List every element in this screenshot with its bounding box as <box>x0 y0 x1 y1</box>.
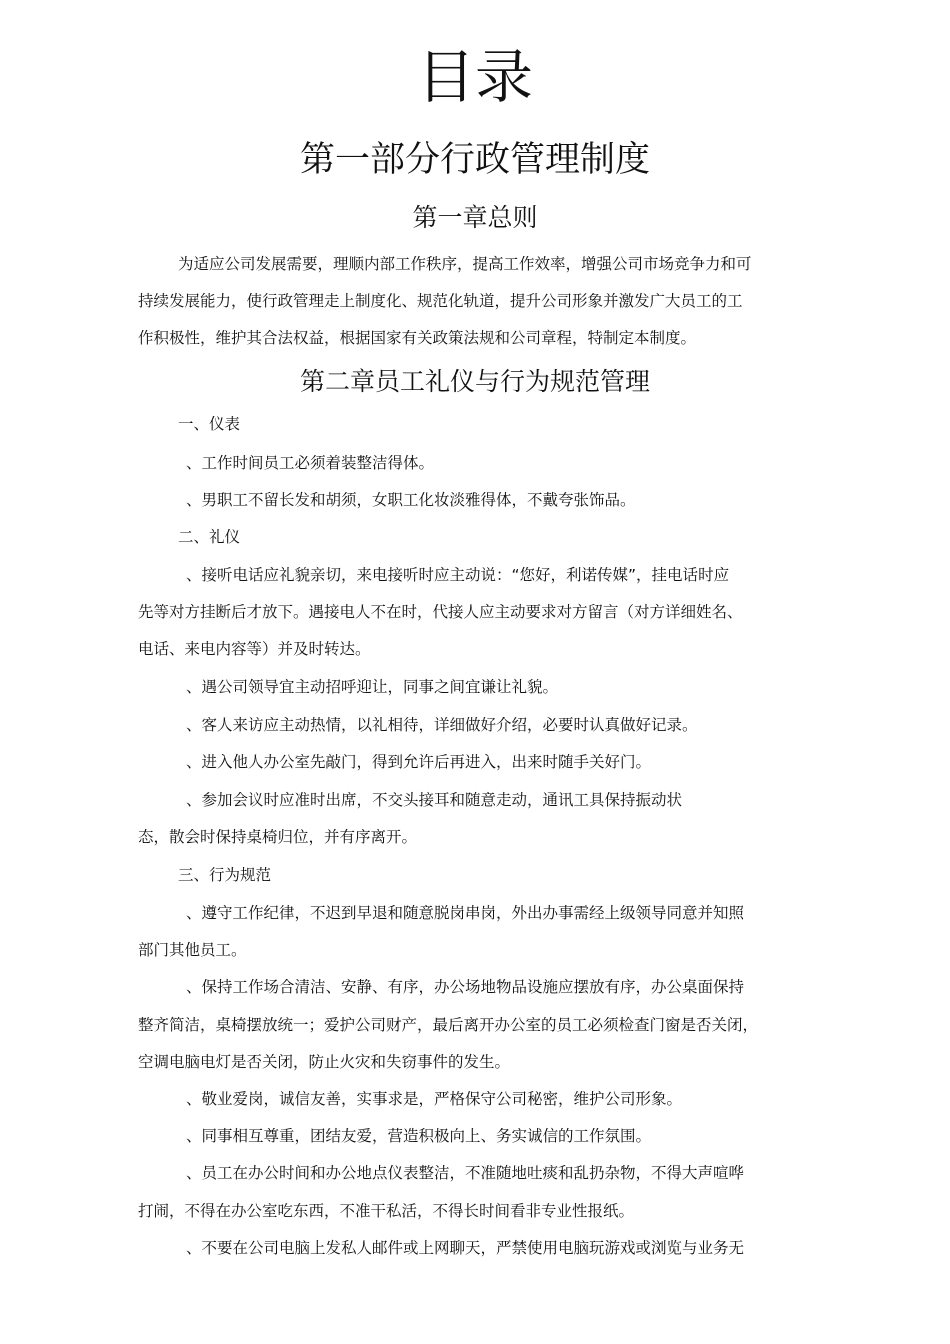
section2-item5-line: 态，散会时保持桌椅归位，并有序离开。 <box>138 828 418 846</box>
section3-item2-line: 整齐简洁，桌椅摆放统一；爱护公司财产，最后离开办公室的员工必须检查门窗是否关闭， <box>138 1016 759 1034</box>
document-title: 目录 <box>416 43 533 111</box>
section1-heading: 一、仪表 <box>178 415 241 433</box>
section2-item4: 、进入他人办公室先敲门，得到允许后再进入，出来时随手关好门。 <box>186 753 652 771</box>
section2-item1-line: 电话、来电内容等）并及时转达。 <box>138 640 371 658</box>
chapter2-title: 第二章员工礼仪与行为规范管理 <box>299 367 650 396</box>
section1-item: 、工作时间员工必须着装整洁得体。 <box>186 454 435 472</box>
section2-item1-line: 、接听电话应礼貌亲切，来电接听时应主动说：“您好，利诺传媒”，挂电话时应 <box>186 566 730 584</box>
section3-item6: 、不要在公司电脑上发私人邮件或上网聊天，严禁使用电脑玩游戏或浏览与业务无 <box>186 1239 745 1257</box>
section3-item5-line: 、员工在办公时间和办公地点仪表整洁，不准随地吐痰和乱扔杂物，不得大声喧哗 <box>186 1164 745 1182</box>
section3-item2-line: 空调电脑电灯是否关闭，防止火灾和失窃事件的发生。 <box>138 1053 511 1071</box>
section3-item3: 、敬业爱岗，诚信友善，实事求是，严格保守公司秘密，维护公司形象。 <box>186 1090 683 1108</box>
section3-item2-line: 、保持工作场合清洁、安静、有序，办公场地物品设施应摆放有序，办公桌面保持 <box>186 978 745 996</box>
section3-item1-line: 、遵守工作纪律，不迟到早退和随意脱岗串岗，外出办事需经上级领导同意并知照 <box>186 904 745 922</box>
chapter1-paragraph-line: 作积极性，维护其合法权益，根据国家有关政策法规和公司章程，特制定本制度。 <box>138 329 697 347</box>
section2-item3: 、客人来访应主动热情，以礼相待，详细做好介绍，必要时认真做好记录。 <box>186 716 698 734</box>
section2-item1-line: 先等对方挂断后才放下。遇接电人不在时，代接人应主动要求对方留言（对方详细姓名、 <box>138 603 743 621</box>
section2-item2: 、遇公司领导宜主动招呼迎让，同事之间宜谦让礼貌。 <box>186 678 559 696</box>
section2-heading: 二、礼仪 <box>178 528 241 546</box>
section1-item: 、男职工不留长发和胡须，女职工化妆淡雅得体，不戴夸张饰品。 <box>186 491 636 509</box>
section3-item4: 、同事相互尊重，团结友爱，营造积极向上、务实诚信的工作氛围。 <box>186 1127 652 1145</box>
chapter1-paragraph-line: 为适应公司发展需要，理顺内部工作秩序，提高工作效率，增强公司市场竞争力和可 <box>178 255 752 273</box>
section3-heading: 三、行为规范 <box>178 866 272 884</box>
chapter1-title: 第一章总则 <box>412 203 538 232</box>
section2-item5-line: 、参加会议时应准时出席，不交头接耳和随意走动，通讯工具保持振动状 <box>186 791 683 809</box>
chapter1-paragraph-line: 持续发展能力，使行政管理走上制度化、规范化轨道，提升公司形象并激发广大员工的工 <box>138 292 743 310</box>
section3-item5-line: 打闹，不得在办公室吃东西，不准干私活，不得长时间看非专业性报纸。 <box>138 1202 635 1220</box>
section3-item1-line: 部门其他员工。 <box>138 941 247 959</box>
part-title: 第一部分行政管理制度 <box>299 140 650 180</box>
